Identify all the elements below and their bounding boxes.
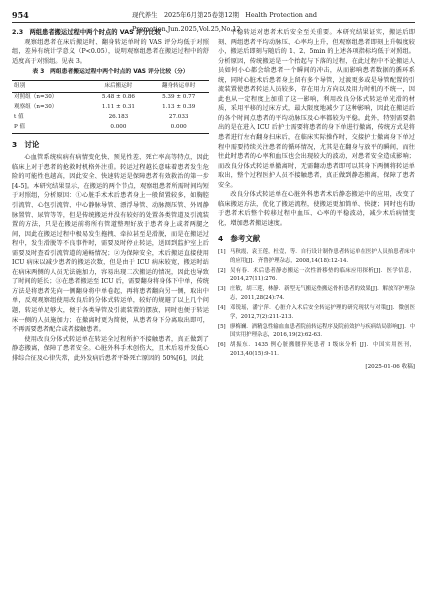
reference-item bbox=[218, 304, 415, 321]
reference-item bbox=[218, 285, 415, 302]
table-cell: 0.000 bbox=[88, 123, 148, 134]
table-cell: 26.183 bbox=[108, 114, 129, 121]
right-column bbox=[218, 28, 415, 378]
reference-text: 胡振东．1435 例心脏搬腰猝死患者 I 级床分析 [J]．中国实用医刊，2013,40(15):9-11． bbox=[230, 342, 415, 358]
discussion-heading: 3 讨论 bbox=[12, 139, 40, 149]
reference-item bbox=[218, 323, 415, 340]
reference-item bbox=[218, 341, 415, 358]
discussion-paragraph: 使用改良分体式转运单在转运全过程所护不接触患者，真正做到了静态搬离，保障了患者安全。心脏外科手术创伤大，且术后易并发低心排综合征及心律失常，此外发病后患者平卧死亡原因的 50%[6]，因此 bbox=[12, 335, 209, 362]
section-heading-2-3: 2.3 两组患者搬运过程中两个时点的 VAS 评分比较 bbox=[12, 29, 162, 36]
table-row bbox=[12, 92, 209, 103]
table-cell: 对照组（n=30） bbox=[14, 94, 58, 101]
table-cell: 5.39 ± 0.77 bbox=[162, 94, 196, 101]
table-cell: 观察组（n=30） bbox=[14, 104, 58, 111]
reference-text: 马秋霞，袁王莲，杜壹，等．自行设计制作患者转运单在医护人员抬患者床中的应用[J]．齐鲁护理杂志，2008,14(18):12-14． bbox=[230, 249, 415, 264]
table-cell: 1.11 ± 0.31 bbox=[101, 104, 135, 111]
journal-running-title: 现代养生 2025年6月第25卷第12期 Health Protection and Promotion,Jun.2025,Vol.25,No.12 bbox=[132, 11, 317, 33]
paragraph-vas-intro: 观察组患者在床后搬运时、翻身转运单时的 VAS 评分均低于对照组，差异有统计学意义（P<0.05），说明观察组患者在搬运过程中的舒适度高于对照组。见表 3。 bbox=[12, 38, 209, 65]
reference-text: 邓锐瑶，潘宁萍．心脏介入术后安全转运护理的研究现状与对策[J]．微创医学，2012,7(2):211-213． bbox=[230, 305, 415, 320]
table-row bbox=[12, 123, 209, 134]
reference-text: 吴有春．术后患者静态搬运一次性滑移垫的临床应用探析[J]．医学信息，2014,27(11):276． bbox=[230, 267, 415, 283]
body-paragraph: 改良分体式转运单在心脏外科患者术后静态搬运中的应用，改变了临床搬运方法，优化了搬运流程，使搬运更加简单、快捷；同时也有助于患者术后整个转移过程中血压、心率的平稳波动，减少术后病情变化，增加患者搬运速度。 bbox=[218, 191, 415, 227]
body-paragraph: 平稳转运对患者术后安全至关重要。本研究结果证实，搬运后即刻、两组患者平均动脉压、心率均上升，但观察组患者即刻上升幅度较小，搬运后即刻与随后的 1、2、5min 的上述各项指标均低于对照组。分析原因，传统搬运是一个抬起与下落的过程，在此过程中不论搬运人员如何小心都会给患者一个瞬间的冲击，从而影响患者数据的循环系统，同时心脏术后患者身上留有多个导管，过渡更多或是导管配置的引流装置使患者转运人员较多，存在用力方向以及用力时机的不统一，因此也从一定程度上加重了这一影响，利用改良分体式转运单光滑的材质，采用平移的过床方式，最大限度地减少了这种影响，因此在搬运后的各个时间点患者的平均动脉压及心率都较为平稳。此外，特别需要指出的是在进入 ICU 后护士需要将患者的身下单进行撤离，传统方式是将患者进行左右翻身扫床后，在临床实际操作时，交接护士撤离身下单过程中需要持续关注患者的循环情况，尤其是在翻身与放平的瞬间，而往往此时患者的心率和血压也会出现较大的波动，对患者安全造成影响；而改良分体式转运单撤离时，无需翻动患者即可以其身下两侧将转运单取出，整个过程医护人员不接触患者，真正做到静态搬离，保障了患者安全。 bbox=[218, 29, 415, 189]
reference-number: [6] bbox=[218, 342, 226, 349]
reference-item bbox=[218, 267, 415, 284]
reference-number: [2] bbox=[218, 267, 226, 274]
table-row bbox=[12, 113, 209, 123]
reference-number: [5] bbox=[218, 323, 226, 330]
references-heading: 4 参考文献 bbox=[218, 234, 261, 244]
table-cell: 1.13 ± 0.39 bbox=[162, 104, 196, 111]
reference-number: [1] bbox=[218, 249, 226, 256]
table-header-cell: 翻身转运单时 bbox=[148, 80, 209, 92]
table-cell: 0.000 bbox=[148, 123, 209, 134]
table-cell: 27.033 bbox=[168, 114, 189, 121]
received-date: [2025-01-06 收稿] bbox=[365, 363, 415, 370]
discussion-paragraph: 心血管系统疾病有病情变化快、预见性差、死亡率高等特点，因此临床上对于患者的抢救时机格外注重。转运过程越长意味着患者发生危险的可能性也越高，因此安全、快速转运是保障患者有效救治的第一步[4-5]。本研究结果显示，在搬运的两个节点，观察组患者所需时间均短于对照组，分析原因：①心脏手术术后患者身上一般留置较多，如胸腔引流管、心包引流管、中心静脉导管、漂浮导管、动脉测压管、外周静脉置管、尿管等等，但是传统搬运并没有较好的处置各类管道及引流装置的方法，只是在搬运前将所有管道整理好放于患者身上或者两腿之间，因此在搬运过程中极易发生拖拽、牵拉甚至是滑脱，而是在搬运过程中，发生滑脱等不良事件时，需要及时停止转运，送回到监护室上后需要及时查看引流管道的通畅情况；②为保障安全，术后搬运直接使用 ICU 病床以减少患者的搬运次数，但是由于 ICU 病床较宽，搬运时站在病床两侧的人员无法施加力，容易出现二次搬运的情况，因此也导致了时间的延长；③在患者搬运至 ICU 后，需要翻身将身体下中单，传统方法是将患者先向一侧翻身将中单卷起，再将患者翻向另一侧，取出中单，反观观察组使用改良后的分体式转运单，较好的规避了以上几个问题，转运单足够大，便于各类导管及引流装置的摆放，同时也便于转运床一侧的人员施加力；在撤离时更为简便，从患者身下分离取出即可，不再需要患者配合或者接触患者。 bbox=[12, 154, 209, 334]
table-header-row bbox=[12, 80, 209, 92]
table-cell: P 值 bbox=[12, 123, 88, 134]
reference-text: 庄敏，胡三莲，林静．新型无气搬运垫搬运骨折患者的效果[J]．解放军护理杂志，2011,28(24):74． bbox=[230, 286, 415, 301]
reference-list bbox=[218, 248, 415, 359]
page-number: 954 bbox=[12, 10, 29, 20]
reference-item bbox=[218, 248, 415, 265]
table-row bbox=[12, 103, 209, 113]
table-cell: t 值 bbox=[14, 114, 24, 121]
left-column bbox=[12, 28, 209, 363]
reference-number: [4] bbox=[218, 305, 226, 312]
reference-text: 廖梅斓．酒精急性输血血患者院前转运程序及院前效护与疾病结局影响[J]．中国实用护理杂志，2016,19(2):62-63． bbox=[230, 323, 415, 339]
table-header-cell: 床后搬运时 bbox=[88, 80, 148, 92]
table-3-caption: 表 3 两组患者搬运过程中两个时点的 VAS 评分比较（分） bbox=[32, 69, 189, 76]
table-header-cell: 组别 bbox=[12, 80, 88, 92]
table-3 bbox=[12, 80, 209, 134]
table-cell: 5.48 ± 0.86 bbox=[101, 94, 135, 101]
reference-number: [3] bbox=[218, 286, 226, 293]
